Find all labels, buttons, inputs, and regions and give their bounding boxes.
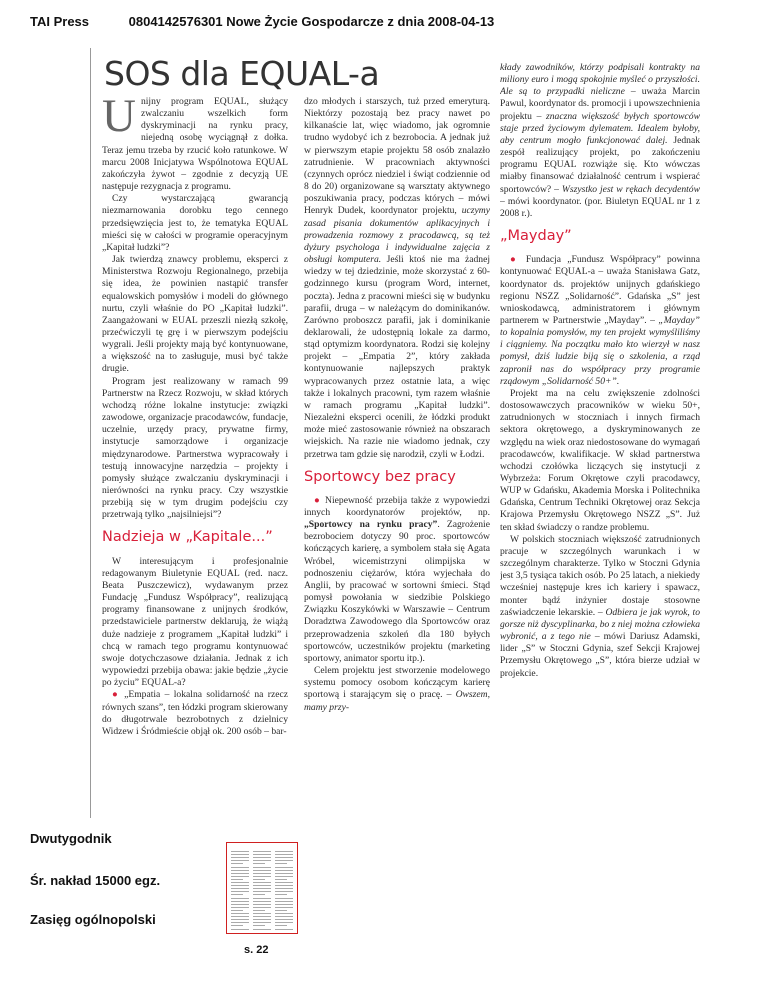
thumbnail-line xyxy=(275,879,287,880)
thumbnail-line xyxy=(231,863,243,864)
thumbnail-line xyxy=(253,919,271,920)
thumbnail-line xyxy=(275,882,293,883)
thumbnail-line xyxy=(275,919,293,920)
thumbnail-line xyxy=(275,898,293,899)
paragraph: W polskich stoczniach większość zatrudnionych pracuje w szczególnych warunkach i w szczególnym charakterze. Tylko w Stoczni Gdynia jest 3,5 tysiąca takich osób. Po 25 latach, a niekiedy wcześniej następuje kres ich kariery i spawacz, monter bądź inżynier dostaje stosowne zaświadczenie lekarskie. – Odbiera je jak wyrok, to gorsze niż dyscyplinarka, bo z niej można człowieka wybronić, a z tego nie – mówi Dariusz Adamski, lider „S” w Stoczni Gdynia, szef Sekcji Krajowej Przemysłu Okrętowego „S”, która bierze udział w projekcie. xyxy=(500,533,700,679)
thumbnail-line xyxy=(253,901,271,902)
thumbnail-line xyxy=(275,876,293,877)
thumbnail-line xyxy=(231,922,249,923)
thumbnail-line xyxy=(275,854,293,855)
thumbnail-line xyxy=(253,891,271,892)
publication-frequency: Dwutygodnik xyxy=(30,831,112,846)
thumbnail-line xyxy=(275,907,293,908)
thumbnail-line xyxy=(253,863,265,864)
thumbnail-line xyxy=(275,888,293,889)
article-column-1 xyxy=(102,96,288,818)
thumbnail-line xyxy=(275,910,287,911)
thumbnail-line xyxy=(275,867,293,868)
thumbnail-line xyxy=(275,851,293,852)
thumbnail-line xyxy=(275,901,293,902)
thumbnail-line xyxy=(253,916,271,917)
thumbnail-line xyxy=(275,929,293,930)
thumbnail-line xyxy=(253,885,271,886)
thumbnail-line xyxy=(275,873,293,874)
thumbnail-line xyxy=(231,860,249,861)
thumbnail-line xyxy=(275,922,293,923)
thumbnail-line xyxy=(231,888,249,889)
paragraph: Czy wystarczającą gwarancją niezmarnowania dorobku tego cennego przedsięwzięcia jest to, że tematyka EQUAL mieści się w całości w programie operacyjnym „Kapitał ludzki”? xyxy=(102,193,288,253)
paragraph: Projekt ma na celu zwiększenie zdolności dostosowawczych pracowników w wieku 50+, zatrudnionych w stoczniach i innych firmach sektora okrętowego, a dyskryminowanych ze względu na wiek oraz niedostosowane do wymagań pracodawców, kwalifikacje. W skład partnerstwa wchodzi czołówka liczących się instytucji z Wybrzeża: Forum Okrętowe czyli pracodawcy, WUP w Gdańsku, Akademia Morska i Politechnika Gdańska, Centrum Techniki Okrętowej oraz Sekcja Krajowa Przemysłu Okrętowego NSZZ „S”. Już ten skład świadczy o randze problemu. xyxy=(500,387,700,533)
paragraph: Celem projektu jest stworzenie modelowego systemu pomocy osobom kończącym karierę sportową i starającym się o pracę. – Owszem, mamy przy- xyxy=(304,665,490,713)
thumbnail-line xyxy=(253,913,271,914)
thumbnail-line xyxy=(231,901,249,902)
thumbnail-line xyxy=(231,857,249,858)
clipping-info: 0804142576301 Nowe Życie Gospodarcze z dnia 2008-04-13 xyxy=(128,14,495,29)
reach: Zasięg ogólnopolski xyxy=(30,912,156,927)
page-number: s. 22 xyxy=(244,944,269,956)
thumbnail-line xyxy=(253,898,271,899)
thumbnail-line xyxy=(231,879,243,880)
thumbnail-line xyxy=(231,867,249,868)
thumbnail-line xyxy=(253,867,271,868)
circulation: Śr. nakład 15000 egz. xyxy=(30,873,161,888)
thumbnail-line xyxy=(231,854,249,855)
bullet-icon: ● xyxy=(112,689,120,701)
thumbnail-line xyxy=(253,910,265,911)
thumbnail-line xyxy=(231,904,249,905)
thumbnail-line xyxy=(231,910,243,911)
thumbnail-line xyxy=(253,907,271,908)
press-source: TAI Press xyxy=(30,14,90,29)
thumbnail-line xyxy=(231,898,249,899)
paragraph: ● Niepewność przebija także z wypowiedzi innych koordynatorów projektów, np. „Sportowcy na rynku pracy”. Zagrożenie bezrobociem dotyczy 90 proc. sportowców kończących karierę, a symbolem stała się Agata Wróbel, wicemistrzyni olimpijska w podnoszeniu ciężarów, która wyjechała do Anglii, by pracować w sortowni śmieci. Stąd pomysł powołania w siedzibie Polskiego Związku Koszykówki w Warszawie – Centrum Doradztwa Zawodowego dla Sportowców oraz przeprowadzenia szkoleń dla 180 byłych sportowców, uczestników projektu (marketing sportowy, animator sportu itp.). xyxy=(304,494,490,664)
article-column-3 xyxy=(500,62,700,818)
thumbnail-line xyxy=(253,857,271,858)
thumbnail-line xyxy=(231,885,249,886)
thumbnail-line xyxy=(253,888,271,889)
paragraph: Jak twierdzą znawcy problemu, eksperci z Ministerstwa Rozwoju Regionalnego, przebija się idea, że powinien nastąpić transfer equalowskich pomysłów i modeli do głównego nurtu, czyli właśnie do PO „Kapitał ludzki”. Zaangażowani w EUAL przeszli niezłą szkołę, przećwiczyli tę grę i w pierwszym podejściu wygrali. Jeśli projekty mają być kontynuowane, a większość na to zasługuje, musi być także drugie. xyxy=(102,254,288,375)
thumbnail-line xyxy=(231,891,249,892)
bullet-icon: ● xyxy=(510,254,520,266)
subheading: „Mayday” xyxy=(500,228,572,245)
thumbnail-line xyxy=(275,913,293,914)
thumbnail-line xyxy=(253,876,271,877)
thumbnail-line xyxy=(231,851,249,852)
paragraph: dzo młodych i starszych, tuż przed emeryturą. Niektórzy pozostają bez pracy nawet po kilkanaście lat, więc wiadomo, jak ogromnie trudno wydobyć ich z bezrobocia. A jednak już w pierwszym etapie projektu 58 osób znalazło zatrudnienie. W pracowniach aktywności (czynnych oprócz niedziel i świąt codziennie od 8 do 20) organizowane są warsztaty aktywnego poszukiwania pracy, podczas których – mówi Henryk Dudek, koordynator projektu, uczymy zasad pisania dokumentów aplikacyjnych i prowadzenia rozmowy z pracodawcą, są też dyżury psychologa i indywidualne zajęcia z obsługi komputera. Jeśli ktoś nie ma żadnej wiedzy w tej dziedzinie, może skorzystać z 60-godzinnego kursu (program Word, internet, poczta). Jedna z pracowni mieści się w budynku parafii, druga – w należącym do dominikanów. Zarówno proboszcz parafii, jak i dominikanie deklarowali, że udostępnią lokale za darmo, stąd optymizm koordynatora. Rodzi się kolejny projekt – „Empatia 2”, który zakłada kontynuowanie najlepszych praktyk wypracowanych przez ostatnie lata, a więc także i lokalnych pracowni, tym razem właśnie w ramach programu „Kapitał ludzki”. Niezależni eksperci ocenili, że łódzki produkt może mieć zastosowanie również na obszarach wiejskich. Na razie nie wiadomo jednak, czy przetrwa tam gdzie się narodził, czyli w Łodzi. xyxy=(304,96,490,460)
thumbnail-line xyxy=(253,860,271,861)
thumbnail-line xyxy=(275,891,293,892)
bullet-icon: ● xyxy=(314,494,322,506)
thumbnail-line xyxy=(275,894,287,895)
thumbnail-line xyxy=(253,925,265,926)
thumbnail-line xyxy=(253,882,271,883)
paragraph: kłady zawodników, którzy podpisali kontrakty na miliony euro i mogą spokojnie myśleć o przyszłości. Ale są to przypadki nieliczne – uważa Marcin Pawul, koordynator ds. promocji i upowszechnienia projektu – znaczna większość byłych sportowców staje przed życiowym dylematem. Idealem byłoby, aby centrum mogło funkcjonować dalej. Jednak zespół realizujący projekt, po zakończeniu programu EQUAL rozwiąże się. Kto wówczas miałby finansować działalność centrum i wspierać sportowców? – Wszystko jest w rękach decydentów – mówi koordynator. (por. Biuletyn EQUAL nr 1 z 2008 r.). xyxy=(500,62,700,219)
thumbnail-line xyxy=(275,870,293,871)
drop-cap: U xyxy=(102,96,136,142)
thumbnail-line xyxy=(253,879,265,880)
thumbnail-line xyxy=(231,916,249,917)
clipping-header xyxy=(30,14,494,29)
thumbnail-line xyxy=(275,863,287,864)
thumbnail-line xyxy=(231,925,243,926)
thumbnail-line xyxy=(253,904,271,905)
paragraph: Program jest realizowany w ramach 99 Partnerstw na Rzecz Rozwoju, w skład których wchodzą różne lokalne instytucje: związki zawodowe, organizacje pracodawców, fundacje, uczelnie, urzędy pracy, prywatne firmy, instytucje samorządowe i organizacje międzynarodowe. Partnerstwa wypracowały i testują innowacyjne narzędzia – projekty i pomysły służące zwalczaniu dyskryminacji i nierówności na rynku pracy. Czy wszystkie przebiją się w tym drugim podejściu czy przetrwają tylko „najsilniejsi”? xyxy=(102,375,288,521)
thumbnail-line xyxy=(253,873,271,874)
thumbnail-line xyxy=(231,873,249,874)
subheading: Nadzieja w „Kapitale...” xyxy=(102,529,273,546)
article-title: SOS dla EQUAL-a xyxy=(104,54,380,93)
thumbnail-line xyxy=(231,913,249,914)
thumbnail-line xyxy=(275,857,293,858)
thumbnail-line xyxy=(253,929,271,930)
thumbnail-line xyxy=(253,922,271,923)
thumbnail-line xyxy=(231,919,249,920)
thumbnail-line xyxy=(253,851,271,852)
thumbnail-line xyxy=(275,885,293,886)
article-column-2 xyxy=(304,96,490,818)
thumbnail-line xyxy=(253,854,271,855)
thumbnail-line xyxy=(231,876,249,877)
thumbnail-line xyxy=(231,907,249,908)
thumbnail-line xyxy=(275,916,293,917)
thumbnail-line xyxy=(231,929,249,930)
column-rule xyxy=(90,48,91,818)
paragraph: Unijny program EQUAL, służący zwalczaniu wszelkich form dyskryminacji na rynku pracy, niejedną osobę wyciągnął z dołka. Teraz jemu trzeba by rzucić koło ratunkowe. W marcu 2008 Inicjatywa Wspólnotowa EQUAL zakończyła żywot – zgodnie z decyzją UE następuje rezygnacja z programu. xyxy=(102,96,288,193)
paragraph: ● „Empatia – lokalna solidarność na rzecz równych szans”, ten łódzki program skierowany do długotrwale bezrobotnych z dzielnicy Widzew i Śródmieście objął ok. 200 osób – bar- xyxy=(102,689,288,737)
thumbnail-line xyxy=(231,882,249,883)
thumbnail-line xyxy=(253,894,265,895)
thumbnail-line xyxy=(253,870,271,871)
thumbnail-line xyxy=(231,870,249,871)
thumbnail-line xyxy=(275,904,293,905)
thumbnail-line xyxy=(275,925,287,926)
paragraph: ● Fundacja „Fundusz Współpracy” powinna kontynuować EQUAL-a – uważa Stanisława Gatz, koordynator ds. projektów unijnych gdańskiego regionu NSZZ „Solidarność”. Gdańska „S” jest wnioskodawcą, administratorem i głównym partnerem w Partnerstwie „Mayday”. – „Mayday” to kopalnia pomysłów, my ten projekt wymyśliliśmy i ciągniemy. Na początku mało kto wierzył w nasz pomysł, dziś ludzie biją się o szkolenia, a rząd zapronił nas do współpracy przy programie rządowym „Solidarność 50+”. xyxy=(500,254,700,387)
thumbnail-line xyxy=(231,894,243,895)
page-thumbnail xyxy=(226,842,298,934)
subheading: Sportowcy bez pracy xyxy=(304,468,456,485)
thumbnail-line xyxy=(275,860,293,861)
paragraph: W interesującym i profesjonalnie redagowanym Biuletynie EQUAL (red. nacz. Beata Puszczewicz), wydawanym przez Fundację „Fundusz Współpracy”, realizującą programy finansowane z unijnych środków, przedstawiciele partnerstw deklarują, że wiążą duże nadzieje z programem „Kapitał ludzki” i chcą w ramach tego programu kontynuować swoje dotychczasowe działania. Jednak z ich wypowiedzi przebija obawa: jakie będzie „życie po życiu” EQUAL-a? xyxy=(102,555,288,689)
